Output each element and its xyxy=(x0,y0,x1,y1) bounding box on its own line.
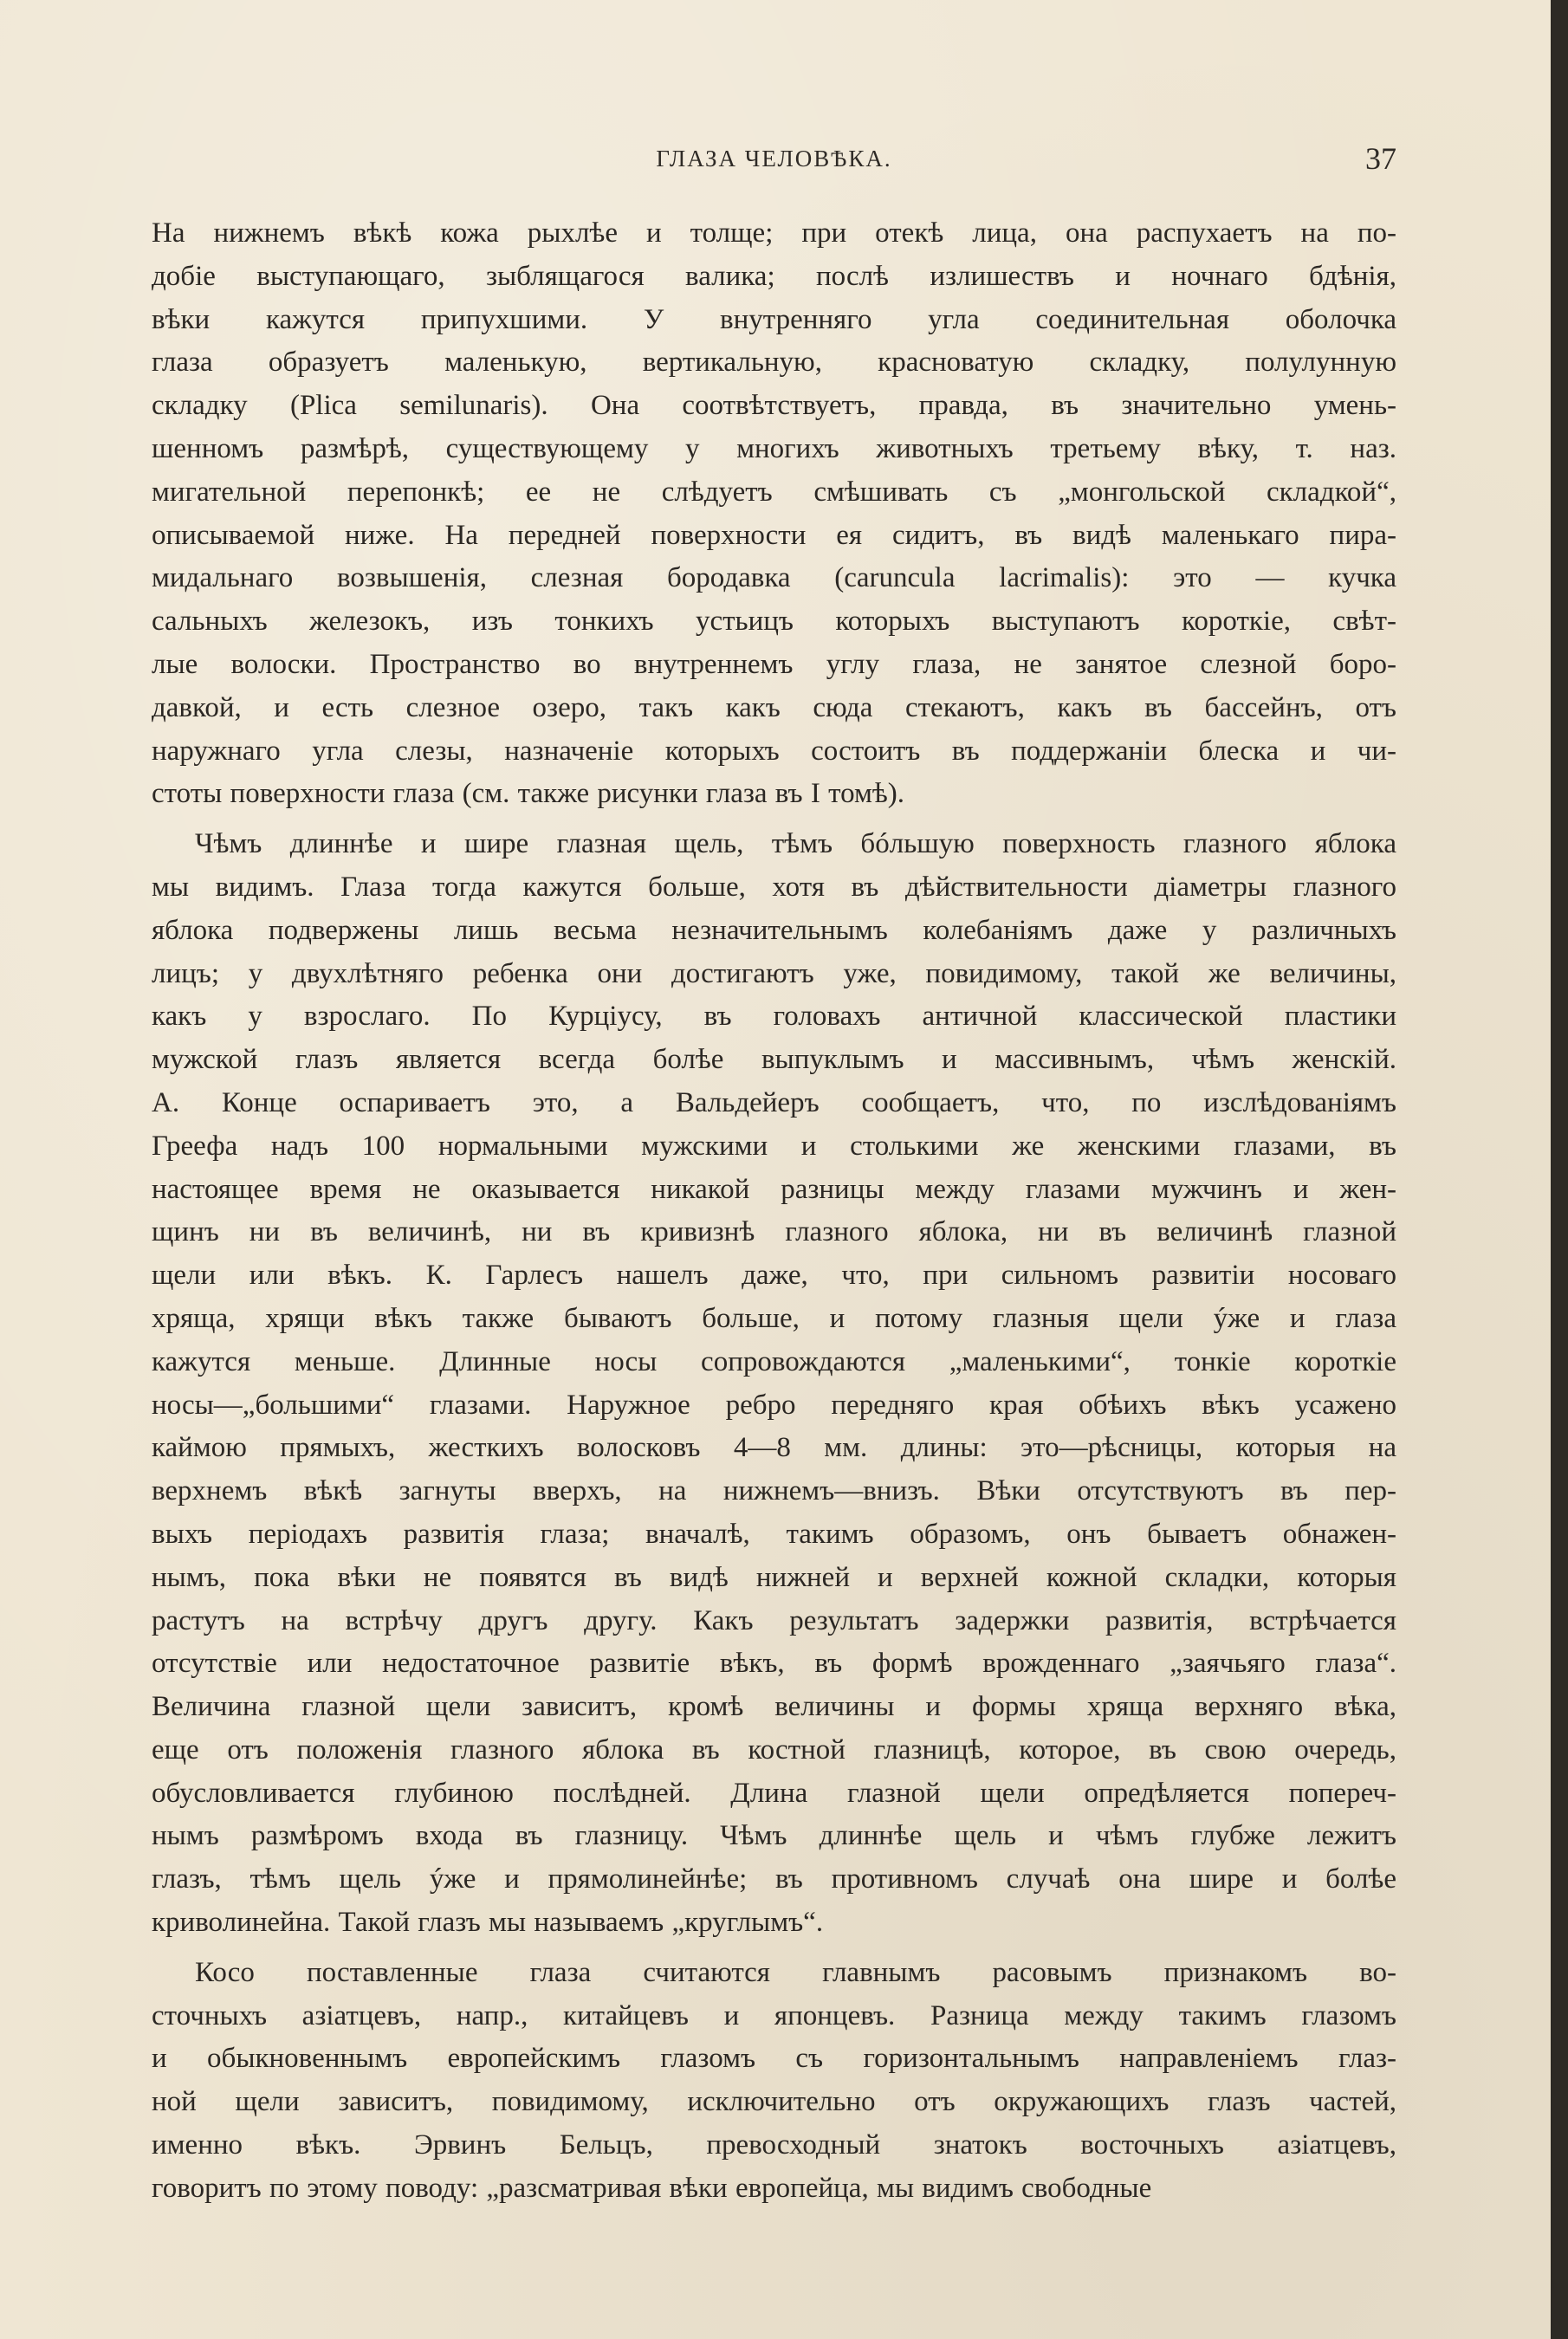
text-line: носы—„большими“ глазами. Наружное ребро передняго края обѣихъ вѣкъ усажено xyxy=(152,1389,1396,1421)
text-line: сальныхъ железокъ, изъ тонкихъ устьицъ которыхъ выступаютъ короткіе, свѣт- xyxy=(152,606,1396,638)
text-line: мигательной перепонкѣ; ее не слѣдуетъ смѣшивать съ „монгольской складкой“, xyxy=(152,476,1396,508)
text-line: какъ у взрослаго. По Курціусу, въ головахъ античной классической пластики xyxy=(152,1001,1396,1033)
text-line: мидальнаго возвышенія, слезная бородавка (caruncula lacrimalis): это — кучка xyxy=(152,562,1396,594)
text-line: На нижнемъ вѣкѣ кожа рыхлѣе и толще; при отекѣ лица, она распухаетъ на по- xyxy=(152,217,1396,249)
text-line: шенномъ размѣрѣ, существующему у многихъ животныхъ третьему вѣку, т. наз. xyxy=(152,432,1396,464)
text-line: мужской глазъ является всегда болѣе выпуклымъ и массивнымъ, чѣмъ женскій. xyxy=(152,1044,1396,1076)
text-line: глазъ, тѣмъ щель ýже и прямолинейнѣе; въ противномъ случаѣ она шире и болѣе xyxy=(152,1863,1396,1895)
text-line: выхъ періодахъ развитія глаза; вначалѣ, такимъ образомъ, онъ бываетъ обнажен- xyxy=(152,1518,1396,1550)
text-line: и обыкновеннымъ европейскимъ глазомъ съ горизонтальнымъ направленіемъ глаз- xyxy=(152,2043,1396,2075)
paragraph-1 xyxy=(152,212,1396,816)
text-line: отсутствіе или недостаточное развитіе вѣкъ, въ формѣ врожденнаго „заячьяго глаза“. xyxy=(152,1648,1396,1680)
text-line: криволинейна. Такой глазъ мы называемъ „круглымъ“. xyxy=(152,1907,824,1939)
text-line: Величина глазной щели зависитъ, кромѣ величины и формы хряща верхняго вѣка, xyxy=(152,1691,1396,1723)
text-line: давкой, и есть слезное озеро, такъ какъ сюда стекаютъ, какъ въ бассейнъ, отъ xyxy=(152,691,1396,723)
text-line: кажутся меньше. Длинные носы сопровождаются „маленькими“, тонкіе короткіе xyxy=(152,1345,1396,1377)
text-line: нымъ размѣромъ входа въ глазницу. Чѣмъ длиннѣе щель и чѣмъ глубже лежитъ xyxy=(152,1820,1396,1852)
text-line: каймою прямыхъ, жесткихъ волосковъ 4—8 мм. длины: это—рѣсницы, которыя на xyxy=(152,1432,1396,1464)
running-title: ГЛАЗА ЧЕЛОВѢКА. xyxy=(656,146,892,172)
text-line: хряща, хрящи вѣкъ также бываютъ больше, и потому глазныя щели ýже и глаза xyxy=(152,1302,1396,1334)
text-line: обусловливается глубиною послѣдней. Длина глазной щели опредѣляется попереч- xyxy=(152,1777,1396,1809)
text-line: именно вѣкъ. Эрвинъ Бельцъ, превосходный знатокъ восточныхъ азіатцевъ, xyxy=(152,2129,1396,2161)
text-line: описываемой ниже. На передней поверхности ея сидитъ, въ видѣ маленькаго пира- xyxy=(152,519,1396,551)
text-line: растутъ на встрѣчу другъ другу. Какъ результатъ задержки развитія, встрѣчается xyxy=(152,1604,1396,1636)
text-line: Греефа надъ 100 нормальными мужскими и столькими же женскими глазами, въ xyxy=(152,1130,1396,1162)
text-line: яблока подвержены лишь весьма незначительнымъ колебаніямъ даже у различныхъ xyxy=(152,914,1396,946)
text-body xyxy=(152,212,1396,2211)
text-line: Косо поставленные глаза считаются главнымъ расовымъ признакомъ во- xyxy=(195,1956,1396,1988)
text-line: мы видимъ. Глаза тогда кажутся больше, хотя въ дѣйствительности діаметры глазного xyxy=(152,871,1396,903)
text-line: говоритъ по этому поводу: „разсматривая вѣки европейца, мы видимъ свободные xyxy=(152,2172,1152,2204)
text-line: щели или вѣкъ. К. Гарлесъ нашелъ даже, что, при сильномъ развитіи носоваго xyxy=(152,1260,1396,1292)
paragraph-2 xyxy=(152,823,1396,1945)
text-line: глаза образуетъ маленькую, вертикальную, красноватую складку, полулунную xyxy=(152,347,1396,379)
text-line: щинъ ни въ величинѣ, ни въ кривизнѣ глазного яблока, ни въ величинѣ глазной xyxy=(152,1216,1396,1248)
text-line: настоящее время не оказывается никакой разницы между глазами мужчинъ и жен- xyxy=(152,1173,1396,1205)
text-line: вѣки кажутся припухшими. У внутренняго угла соединительная оболочка xyxy=(152,303,1396,335)
running-header xyxy=(152,141,1396,187)
text-line: добіе выступающаго, зыблящагося валика; послѣ излишествъ и ночнаго бдѣнія, xyxy=(152,260,1396,292)
text-line: лые волоски. Пространство во внутреннемъ углу глаза, не занятое слезной боро- xyxy=(152,648,1396,680)
text-line: верхнемъ вѣкѣ загнуты вверхъ, на нижнемъ—внизъ. Вѣки отсутствуютъ въ пер- xyxy=(152,1475,1396,1507)
page-number: 37 xyxy=(1365,141,1396,176)
text-line: Чѣмъ длиннѣе и шире глазная щель, тѣмъ бóльшую поверхность глазного яблока xyxy=(195,828,1396,860)
text-line: стоты поверхности глаза (см. также рисунки глаза въ I томѣ). xyxy=(152,778,904,810)
text-line: наружнаго угла слезы, назначеніе которыхъ состоитъ въ поддержаніи блеска и чи- xyxy=(152,735,1396,767)
text-line: сточныхъ азіатцевъ, напр., китайцевъ и японцевъ. Разница между такимъ глазомъ xyxy=(152,1999,1396,2031)
text-line: лицъ; у двухлѣтняго ребенка они достигаютъ уже, повидимому, такой же величины, xyxy=(152,957,1396,989)
text-line: нымъ, пока вѣки не появятся въ видѣ нижней и верхней кожной складки, которыя xyxy=(152,1561,1396,1593)
text-line: ной щели зависитъ, повидимому, исключительно отъ окружающихъ глазъ частей, xyxy=(152,2086,1396,2118)
text-line: А. Конце оспариваетъ это, а Вальдейеръ сообщаетъ, что, по изслѣдованіямъ xyxy=(152,1086,1396,1118)
text-line: складку (Plica semilunaris). Она соотвѣтствуетъ, правда, въ значительно умень- xyxy=(152,390,1396,422)
text-line: еще отъ положенія глазного яблока въ костной глазницѣ, которое, въ свою очередь, xyxy=(152,1733,1396,1766)
paragraph-3 xyxy=(152,1952,1396,2211)
